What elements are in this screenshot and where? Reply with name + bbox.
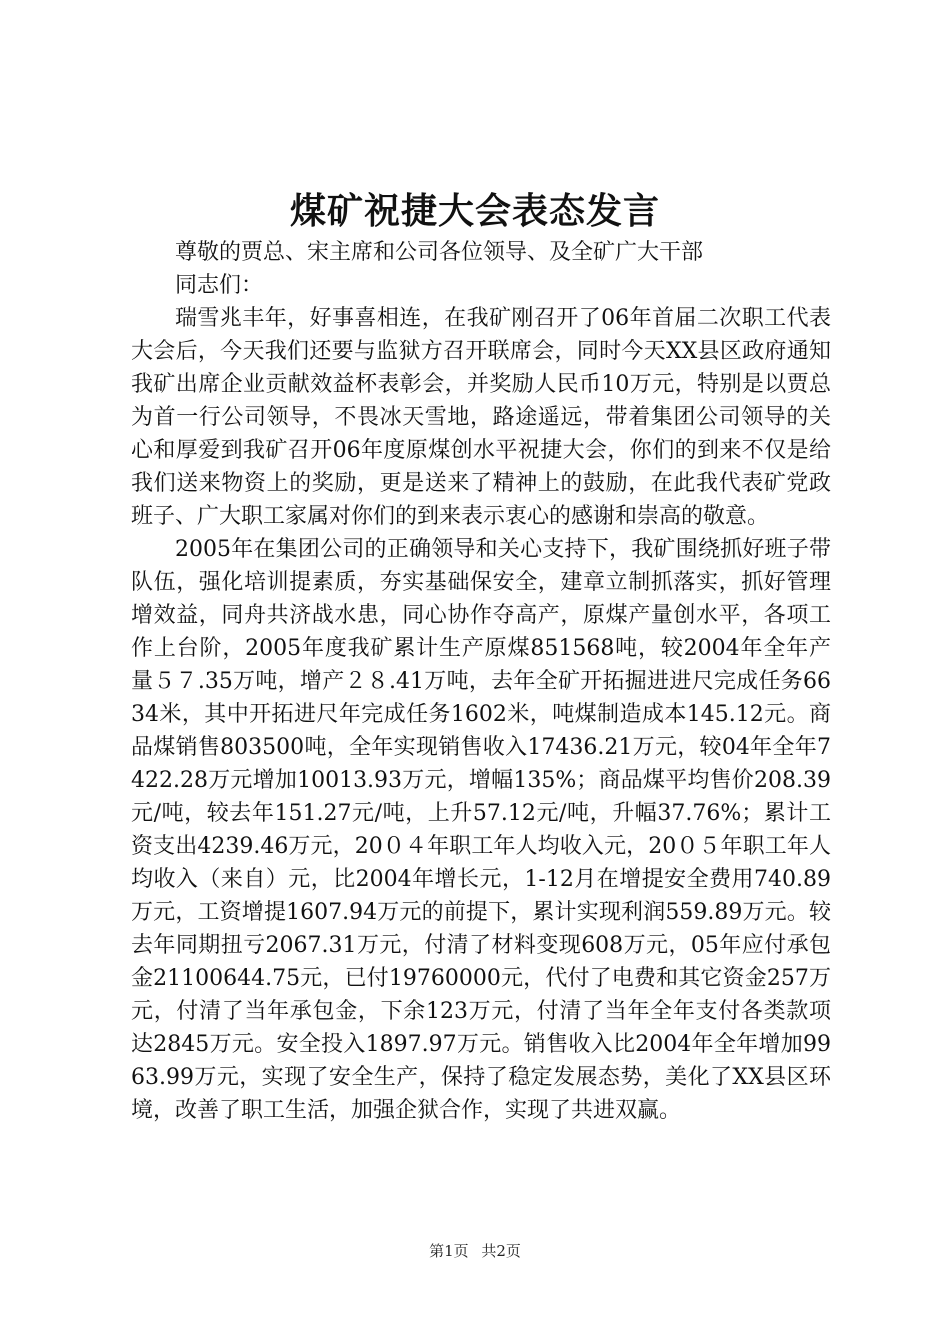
- salutation-line-2: 同志们：: [175, 273, 264, 298]
- document-body: [131, 236, 831, 1127]
- paragraph-2: 2005年在集团公司的正确领导和关心支持下，我矿围绕抓好班子带队伍，强化培训提素质，夯实基础保安全，建章立制抓落实，抓好管理增效益，同舟共济战水患，同心协作夺高产，原煤产量创水平，各项工作上台阶，2005年度我矿累计生产原煤851568吨，较2004年全年产量５７.35万吨，增产２８.41万吨，去年全矿开拓掘进进尺完成任务6634米，其中开拓进尺年完成任务1602米，吨煤制造成本145.12元。商品煤销售803500吨，全年实现销售收入17436.21万元，较04年全年7422.28万元增加10013.93万元，增幅135%；商品煤平均售价208.39元/吨，较去年151.27元/吨，上升57.12元/吨，升幅37.76%；累计工资支出4239.46万元，20０４年职工年人均收入元，20０５年职工年人均收入（来自）元，比2004年增长元，1-12月在增提安全费用740.89万元，工资增提1607.94万元的前提下，累计实现利润559.89万元。较去年同期扭亏2067.31万元，付清了材料变现608万元，05年应付承包金21100644.75元，已付19760000元，代付了电费和其它资金257万元，付清了当年承包金，下余123万元，付清了当年全年支付各类款项达2845万元。安全投入1897.97万元。销售收入比2004年全年增加9963.99万元，实现了安全生产，保持了稳定发展态势，美化了XX县区环境，改善了职工生活，加强企狱合作，实现了共进双赢。: [131, 537, 831, 1123]
- salutation-line-1: 尊敬的贾总、宋主席和公司各位领导、及全矿广大干部: [175, 240, 704, 265]
- page-total: 共2页: [481, 1242, 521, 1260]
- document-title: 煤矿祝捷大会表态发言: [289, 190, 660, 232]
- paragraph-1: 瑞雪兆丰年，好事喜相连，在我矿刚召开了06年首届二次职工代表大会后，今天我们还要与监狱方召开联席会，同时今天XX县区政府通知我矿出席企业贡献效益杯表彰会，并奖励人民币10万元，特别是以贾总为首一行公司领导，不畏冰天雪地，路途遥远，带着集团公司领导的关心和厚爱到我矿召开06年度原煤创水平祝捷大会，你们的到来不仅是给我们送来物资上的奖励，更是送来了精神上的鼓励，在此我代表矿党政班子、广大职工家属对你们的到来表示衷心的感谢和崇高的敬意。: [131, 306, 831, 529]
- page-number: 第1页: [429, 1242, 469, 1260]
- page-footer: [0, 1240, 950, 1261]
